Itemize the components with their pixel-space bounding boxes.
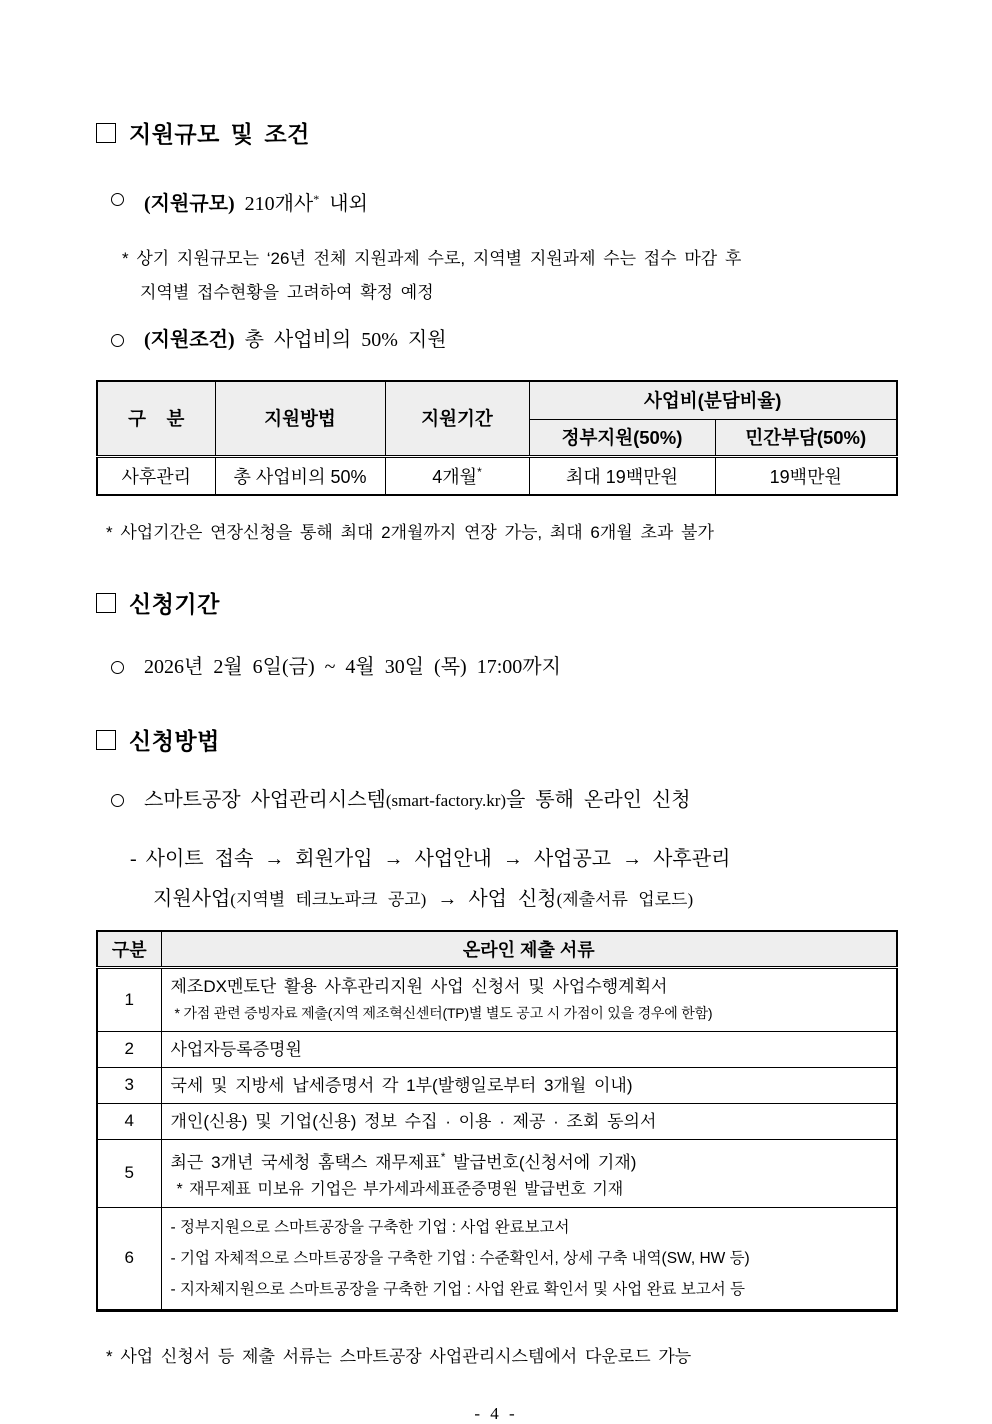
table-row (97, 1207, 897, 1310)
flow-line-2-paren2: (제출서류 업로드) (556, 890, 694, 909)
support-scale-label: (지원규모) (144, 193, 235, 215)
application-flow (96, 839, 896, 920)
col-header-private-share: 민간부담(50%) (715, 419, 897, 456)
table-footnote: * 사업기간은 연장신청을 통해 최대 2개월까지 연장 가능, 최대 6개월 초과 불가 (106, 523, 714, 542)
submission-documents-table (96, 930, 898, 1312)
support-condition-table (96, 380, 898, 496)
cell-priv: 19백만원 (715, 456, 897, 495)
flow-line-2 (153, 879, 896, 920)
online-application-tail: 을 통해 온라인 신청 (506, 789, 691, 811)
support-scale-item (111, 185, 896, 218)
flow-line-2-mid: → 사업 신청 (426, 888, 557, 910)
doc-line: 제조DX멘토단 활용 사후관리지원 사업 신청서 및 사업수행계획서 (170, 976, 668, 996)
square-marker-icon (96, 593, 116, 613)
table-row (97, 1067, 897, 1103)
dash-marker: - (130, 848, 137, 870)
row-doc (161, 1139, 897, 1207)
row-doc (161, 1103, 897, 1139)
support-condition-text (144, 326, 447, 354)
doc-line: 사업자등록증명원 (170, 1039, 302, 1059)
col-header-period: 지원기간 (385, 381, 529, 456)
cell-gov: 최대 19백만원 (529, 456, 715, 495)
col-header-gubun: 구 분 (97, 381, 215, 456)
table-row (97, 1139, 897, 1207)
table-row (97, 1031, 897, 1067)
support-scale-value: 210개사 (244, 193, 314, 215)
col-header-gov-support: 정부지원(50%) (529, 419, 715, 456)
application-period-text: 2026년 2월 6일(금) ~ 4월 30일 (목) 17:00까지 (144, 656, 561, 678)
row-number: 5 (97, 1139, 161, 1207)
row-number: 4 (97, 1103, 161, 1139)
row-number: 1 (97, 967, 161, 1031)
flow-line-1 (130, 839, 896, 879)
support-scale-text (144, 185, 368, 218)
support-condition-label: (지원조건) (144, 329, 235, 351)
doc-line: 최근 3개년 국세청 홈택스 재무제표* 발급번호(신청서에 기재) (170, 1149, 637, 1172)
doc-line: - 지자체지원으로 스마트공장을 구축한 기업 : 사업 완료 확인서 및 사업 완료 보고서 등 (170, 1280, 746, 1298)
row-doc (161, 1067, 897, 1103)
square-marker-icon (96, 730, 116, 750)
circle-bullet-icon (111, 794, 124, 807)
col-header-no: 구분 (97, 931, 161, 967)
circle-bullet-icon (111, 334, 124, 347)
section-heading-text: 신청기간 (129, 591, 220, 617)
row-doc (161, 1207, 897, 1310)
col-header-method: 지원방법 (215, 381, 385, 456)
support-scale-tail: 내외 (329, 193, 368, 215)
section-heading-text: 신청방법 (129, 728, 220, 754)
cell-period: 4개월* (385, 456, 529, 495)
application-period-item (111, 653, 896, 681)
online-application-text (144, 786, 691, 815)
row-number: 3 (97, 1067, 161, 1103)
support-condition-tail: 총 사업비의 50% 지원 (244, 329, 447, 351)
row-number: 6 (97, 1207, 161, 1310)
support-condition-item (111, 326, 896, 354)
square-marker-icon (96, 123, 116, 143)
flow-line-1-text: 사이트 접속 → 회원가입 → 사업안내 → 사업공고 → 사후관리 (145, 848, 731, 870)
support-scale-footnote (122, 242, 896, 310)
col-header-docs: 온라인 제출 서류 (161, 931, 897, 967)
footnote-line-2: 지역별 접수현황을 고려하여 확정 예정 (140, 283, 434, 302)
table-row (97, 967, 897, 1031)
section-heading-text: 지원규모 및 조건 (129, 121, 310, 147)
circle-bullet-icon (111, 661, 124, 674)
col-header-cost: 사업비(분담비율) (529, 381, 897, 419)
doc-line: - 정부지원으로 스마트공장을 구축한 기업 : 사업 완료보고서 (170, 1218, 570, 1236)
row-number: 2 (97, 1031, 161, 1067)
section-heading-application-period (96, 586, 896, 619)
flow-line-2-paren1: (지역별 테크노파크 공고) (230, 890, 427, 909)
row-doc (161, 1031, 897, 1067)
doc-subline: * 재무제표 미보유 기업은 부가세과세표준증명원 발급번호 기재 (176, 1180, 624, 1198)
section-heading-application-method (96, 723, 896, 756)
page-number: - 4 - (474, 1403, 518, 1423)
asterisk-superscript: * (313, 192, 320, 206)
system-name: 스마트공장 사업관리시스템 (144, 789, 386, 811)
download-footnote: * 사업 신청서 등 제출 서류는 스마트공장 사업관리시스템에서 다운로드 가능 (106, 1346, 692, 1366)
doc-line: 개인(신용) 및 기업(신용) 정보 수집 · 이용 · 제공 · 조회 동의서 (170, 1111, 657, 1131)
asterisk-superscript: * (477, 464, 482, 479)
row-doc (161, 967, 897, 1031)
cell-method: 총 사업비의 50% (215, 456, 385, 495)
section-heading-support-scale (96, 116, 896, 149)
flow-line-2-pre: 지원사업 (153, 888, 231, 910)
online-application-item (111, 786, 896, 815)
footnote-line-1: * 상기 지원규모는 ‘26년 전체 지원과제 수로, 지역별 지원과제 수는 접수 마감 후 (122, 249, 742, 268)
cell-gubun: 사후관리 (97, 456, 215, 495)
circle-bullet-icon (111, 193, 124, 206)
doc-line: - 기업 자체적으로 스마트공장을 구축한 기업 : 수준확인서, 상세 구축 내역(SW, HW 등) (170, 1249, 750, 1267)
table-row (97, 456, 897, 495)
asterisk-superscript: * (440, 1149, 446, 1164)
doc-subline: * 가점 관련 증빙자료 제출(지역 제조혁신센터(TP)별 별도 공고 시 가점이 있을 경우에 한함) (174, 1004, 713, 1021)
table-row (97, 1103, 897, 1139)
doc-line: 국세 및 지방세 납세증명서 각 1부(발행일로부터 3개월 이내) (170, 1075, 633, 1095)
system-url: (smart-factory.kr) (385, 791, 507, 810)
